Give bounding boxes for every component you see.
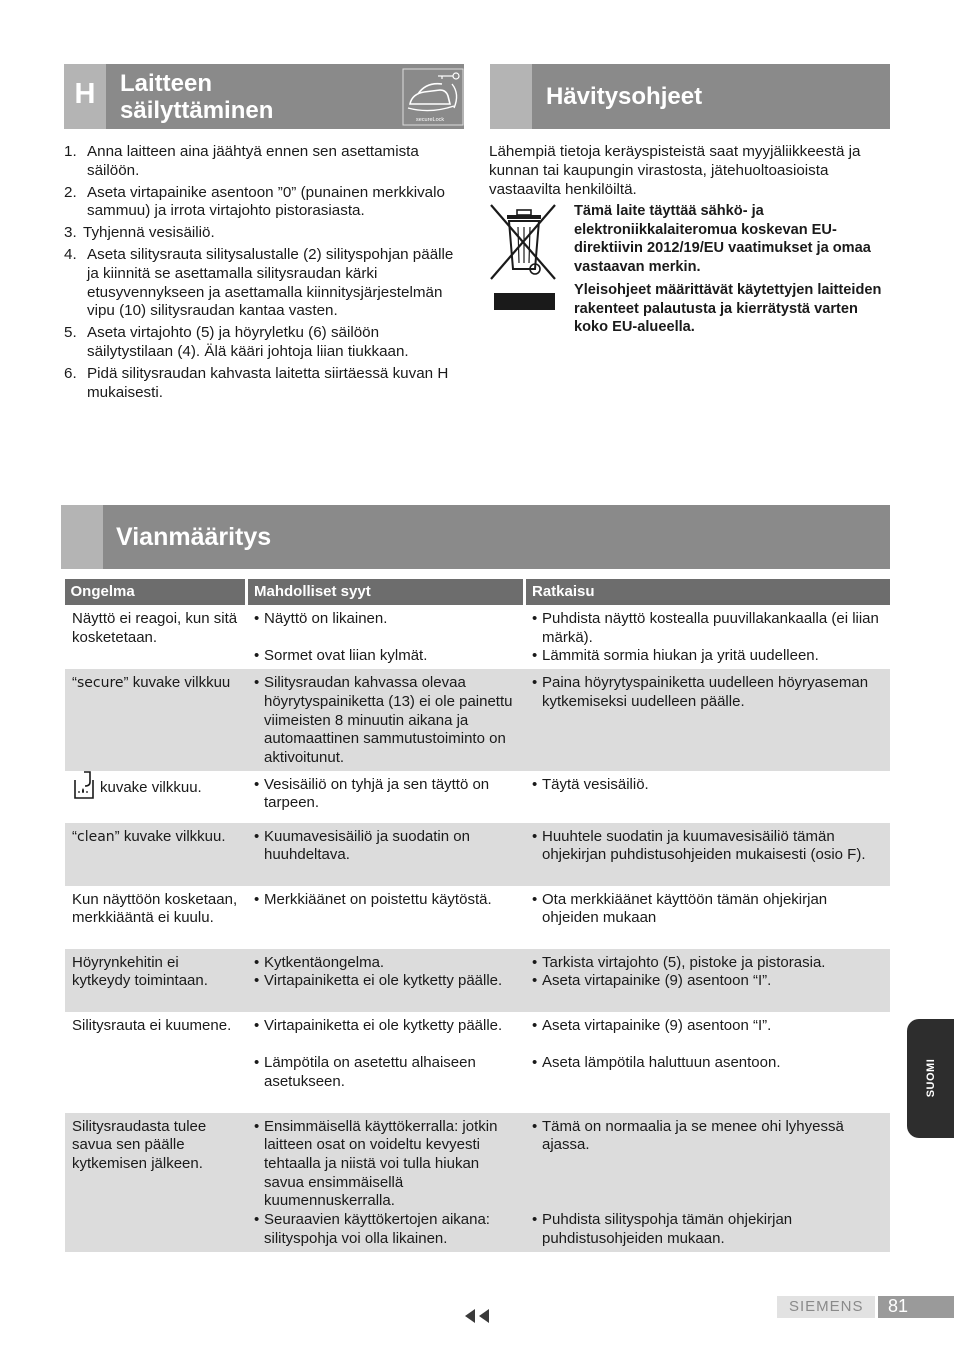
- causes-cell: [247, 605, 525, 669]
- cause-item: • Seuraavien käyttökertojen aikana: silityspohja voi olla likainen.: [254, 1211, 517, 1248]
- cause-item: • Ensimmäisellä käyttökerralla: jotkin laitteen osat on voideltu kevyesti tehtaalla ja niistä voi tulla hiukan savua ensimmäisellä kuumennuskerralla.: [254, 1118, 517, 1212]
- disposal-title: Hävitysohjeet: [546, 83, 703, 110]
- step-number: 3.: [64, 224, 77, 242]
- solution-cell: [525, 949, 890, 1012]
- solution-cell: [525, 886, 890, 949]
- col-header-causes: Mahdolliset syyt: [247, 579, 525, 605]
- brand-name: SIEMENS: [789, 1298, 864, 1315]
- solution-cell: [525, 669, 890, 771]
- solution-item: • Aseta lämpötila haluttuun asentoon.: [532, 1054, 884, 1073]
- step-text: Tyhjennä vesisäiliö.: [83, 224, 215, 242]
- troubleshooting-header-square: [61, 505, 103, 569]
- storage-step: [64, 143, 462, 181]
- problem-text: ” kuvake vilkkuu: [123, 674, 231, 692]
- causes-cell: [247, 669, 525, 771]
- problem-cell: Höyrynkehitin ei kytkeydy toimintaan.: [65, 949, 247, 1012]
- problem-text: ” kuvake vilkkuu.: [114, 827, 226, 845]
- problem-cell: [65, 669, 247, 771]
- disposal-header-square: [490, 64, 532, 129]
- storage-step: [64, 184, 462, 222]
- cause-item: • Merkkiäänet on poistettu käytöstä.: [254, 891, 517, 910]
- table-row: [65, 886, 890, 949]
- solution-item: • Tarkista virtajohto (5), pistoke ja pistorasia.: [532, 954, 884, 973]
- section-h-title: [120, 70, 273, 124]
- causes-cell: [247, 1113, 525, 1252]
- disposal-intro: Lähempiä tietoja keräyspisteistä saat myyjäliikkeestä ja kunnan tai kaupungin virastosta, jätehuoltoasioista vastaavilta henkilöiltä.: [489, 143, 861, 198]
- weee-general-text: Yleisohjeet määrittävät käytettyjen laitteiden rakenteet palautusta ja kierrätystä varten koko EU-alueella.: [574, 282, 882, 336]
- page-number-bar: [878, 1296, 954, 1318]
- step-number: 2.: [64, 183, 77, 201]
- problem-cell: [65, 823, 247, 886]
- table-header-row: [65, 579, 890, 605]
- causes-cell: [247, 771, 525, 823]
- problem-cell: Silitysraudasta tulee savua sen päälle kytkemisen jälkeen.: [65, 1113, 247, 1252]
- problem-cell: Näyttö ei reagoi, kun sitä kosketetaan.: [72, 610, 238, 646]
- storage-steps-list: [64, 143, 462, 405]
- cause-item: • Vesisäiliö on tyhjä ja sen täyttö on tarpeen.: [254, 776, 517, 813]
- icon-caption: secureLock: [416, 117, 445, 123]
- step-text: Aseta virtajohto (5) ja höyryletku (6) säilöön säilytystilaan (4). Älä kääri johtoja liian tiukkaan.: [87, 324, 409, 360]
- weee-crossed-bin-icon: [489, 203, 559, 313]
- clean-display-word: clean: [77, 828, 115, 845]
- causes-cell: [247, 1012, 525, 1113]
- solution-item: • Ota merkkiäänet käyttöön tämän ohjekirjan ohjeiden mukaan: [532, 891, 884, 928]
- step-text: Pidä silitysraudan kahvasta laitetta siirtäessä kuvan H mukaisesti.: [87, 364, 449, 401]
- table-row: [65, 605, 890, 669]
- secure-display-word: secure: [77, 675, 124, 692]
- section-h-title-line1: Laitteen: [120, 70, 213, 97]
- troubleshooting-header: [61, 505, 890, 569]
- solution-item: • Aseta virtapainike (9) asentoon “I”.: [532, 1017, 884, 1036]
- table-row: [65, 669, 890, 771]
- solution-item: • Huuhtele suodatin ja kuumavesisäiliö tämän ohjekirjan puhdistusohjeiden mukaisesti (osio F).: [532, 828, 884, 865]
- solution-cell: [525, 1113, 890, 1252]
- causes-cell: [247, 823, 525, 886]
- col-header-problem: Ongelma: [65, 579, 247, 605]
- solution-item: • Puhdista näyttö kostealla puuvillakankaalla (ei liian märkä).: [532, 610, 884, 647]
- solution-item: • Tämä on normaalia ja se menee ohi lyhyessä ajassa.: [532, 1118, 884, 1155]
- quote-open: “: [72, 674, 77, 692]
- quote-open: “: [72, 827, 77, 845]
- disposal-header: [490, 64, 890, 129]
- step-text: Aseta silitysrauta silitysalustalle (2) silityspohjan päälle ja kiinnitä se asettamalla silitysraudan kärki etusyvennykseen ja asettamalla kiinnitysjärjestelmän vipu (10) silitysraudan kantaa vasten.: [87, 245, 454, 320]
- section-h-title-line2: säilyttäminen: [120, 97, 274, 124]
- solution-item: • Täytä vesisäiliö.: [532, 776, 884, 795]
- cause-item: • Silitysraudan kahvassa olevaa höyrytyspainiketta (13) ei ole painettu viimeisten 8 minuutin aikana ja automaattinen sammutustoiminto on aktivoitunut.: [254, 674, 517, 768]
- brand-bar: [777, 1296, 875, 1318]
- step-number: 4.: [64, 245, 77, 263]
- step-number: 5.: [64, 324, 77, 342]
- page-number: 81: [888, 1296, 909, 1316]
- language-tab-label: SUOMI: [925, 1058, 937, 1098]
- solution-cell: [525, 1012, 890, 1113]
- table-row: [65, 949, 890, 1012]
- troubleshooting-title: Vianmääritys: [116, 523, 272, 551]
- solution-item: • Lämmitä sormia hiukan ja yritä uudelleen.: [532, 647, 884, 666]
- problem-cell: Silitysrauta ei kuumene.: [72, 1016, 232, 1034]
- cause-item: • Näyttö on likainen.: [254, 610, 517, 629]
- storage-step: [64, 365, 462, 403]
- iron-secure-lock-icon: [402, 68, 464, 126]
- solution-cell: [525, 823, 890, 886]
- cause-item: • Lämpötila on asetettu alhaiseen asetukseen.: [254, 1054, 517, 1091]
- causes-cell: [247, 886, 525, 949]
- double-left-triangle-icon[interactable]: [463, 1308, 491, 1324]
- water-tank-icon: [72, 770, 96, 800]
- storage-step: [64, 324, 462, 362]
- solution-cell: [525, 771, 890, 823]
- cause-item: • Kuumavesisäiliö ja suodatin on huuhdeltava.: [254, 828, 517, 865]
- problem-cell: [65, 771, 247, 823]
- cause-item: • Virtapainiketta ei ole kytketty päälle.: [254, 972, 517, 991]
- problem-cell: Kun näyttöön kosketaan, merkkiääntä ei kuulu.: [72, 890, 238, 927]
- step-number: 1.: [64, 143, 77, 160]
- problem-text: kuvake vilkkuu.: [100, 778, 202, 796]
- cause-item: • Virtapainiketta ei ole kytketty päälle.: [254, 1017, 517, 1036]
- troubleshooting-table: [63, 579, 890, 1252]
- step-text: Anna laitteen aina jäähtyä ennen sen asettamista säilöön.: [87, 143, 419, 179]
- solution-item: • Paina höyrytyspainiketta uudelleen höyryaseman kytkemiseksi uudelleen päälle.: [532, 674, 884, 711]
- cause-item: • Kytkentäongelma.: [254, 954, 517, 973]
- section-letter: H: [74, 78, 96, 110]
- table-row: [65, 771, 890, 823]
- cause-item: • Sormet ovat liian kylmät.: [254, 647, 517, 666]
- col-header-solution: Ratkaisu: [525, 579, 890, 605]
- storage-step: [64, 246, 462, 321]
- causes-cell: [247, 949, 525, 1012]
- storage-step: [64, 224, 462, 243]
- language-tab: [907, 1019, 954, 1138]
- table-row: [65, 1012, 890, 1113]
- solution-item: • Aseta virtapainike (9) asentoon “I”.: [532, 972, 884, 991]
- solution-item: • Puhdista silityspohja tämän ohjekirjan puhdistusohjeiden mukaan.: [532, 1211, 884, 1248]
- step-text: Aseta virtapainike asentoon ”0” (punainen merkkivalo sammuu) ja irrota virtajohto pistorasiasta.: [87, 183, 445, 220]
- section-h-header: [64, 64, 464, 129]
- table-row: [65, 823, 890, 886]
- table-row: [65, 1113, 890, 1252]
- step-number: 6.: [64, 364, 77, 382]
- solution-cell: [525, 605, 890, 669]
- weee-directive-text: Tämä laite täyttää sähkö- ja elektroniikkalaiteromua koskevan EU-direktiivin 2012/19/EU vaatimukset ja omaa vastaavan merkin.: [574, 203, 871, 275]
